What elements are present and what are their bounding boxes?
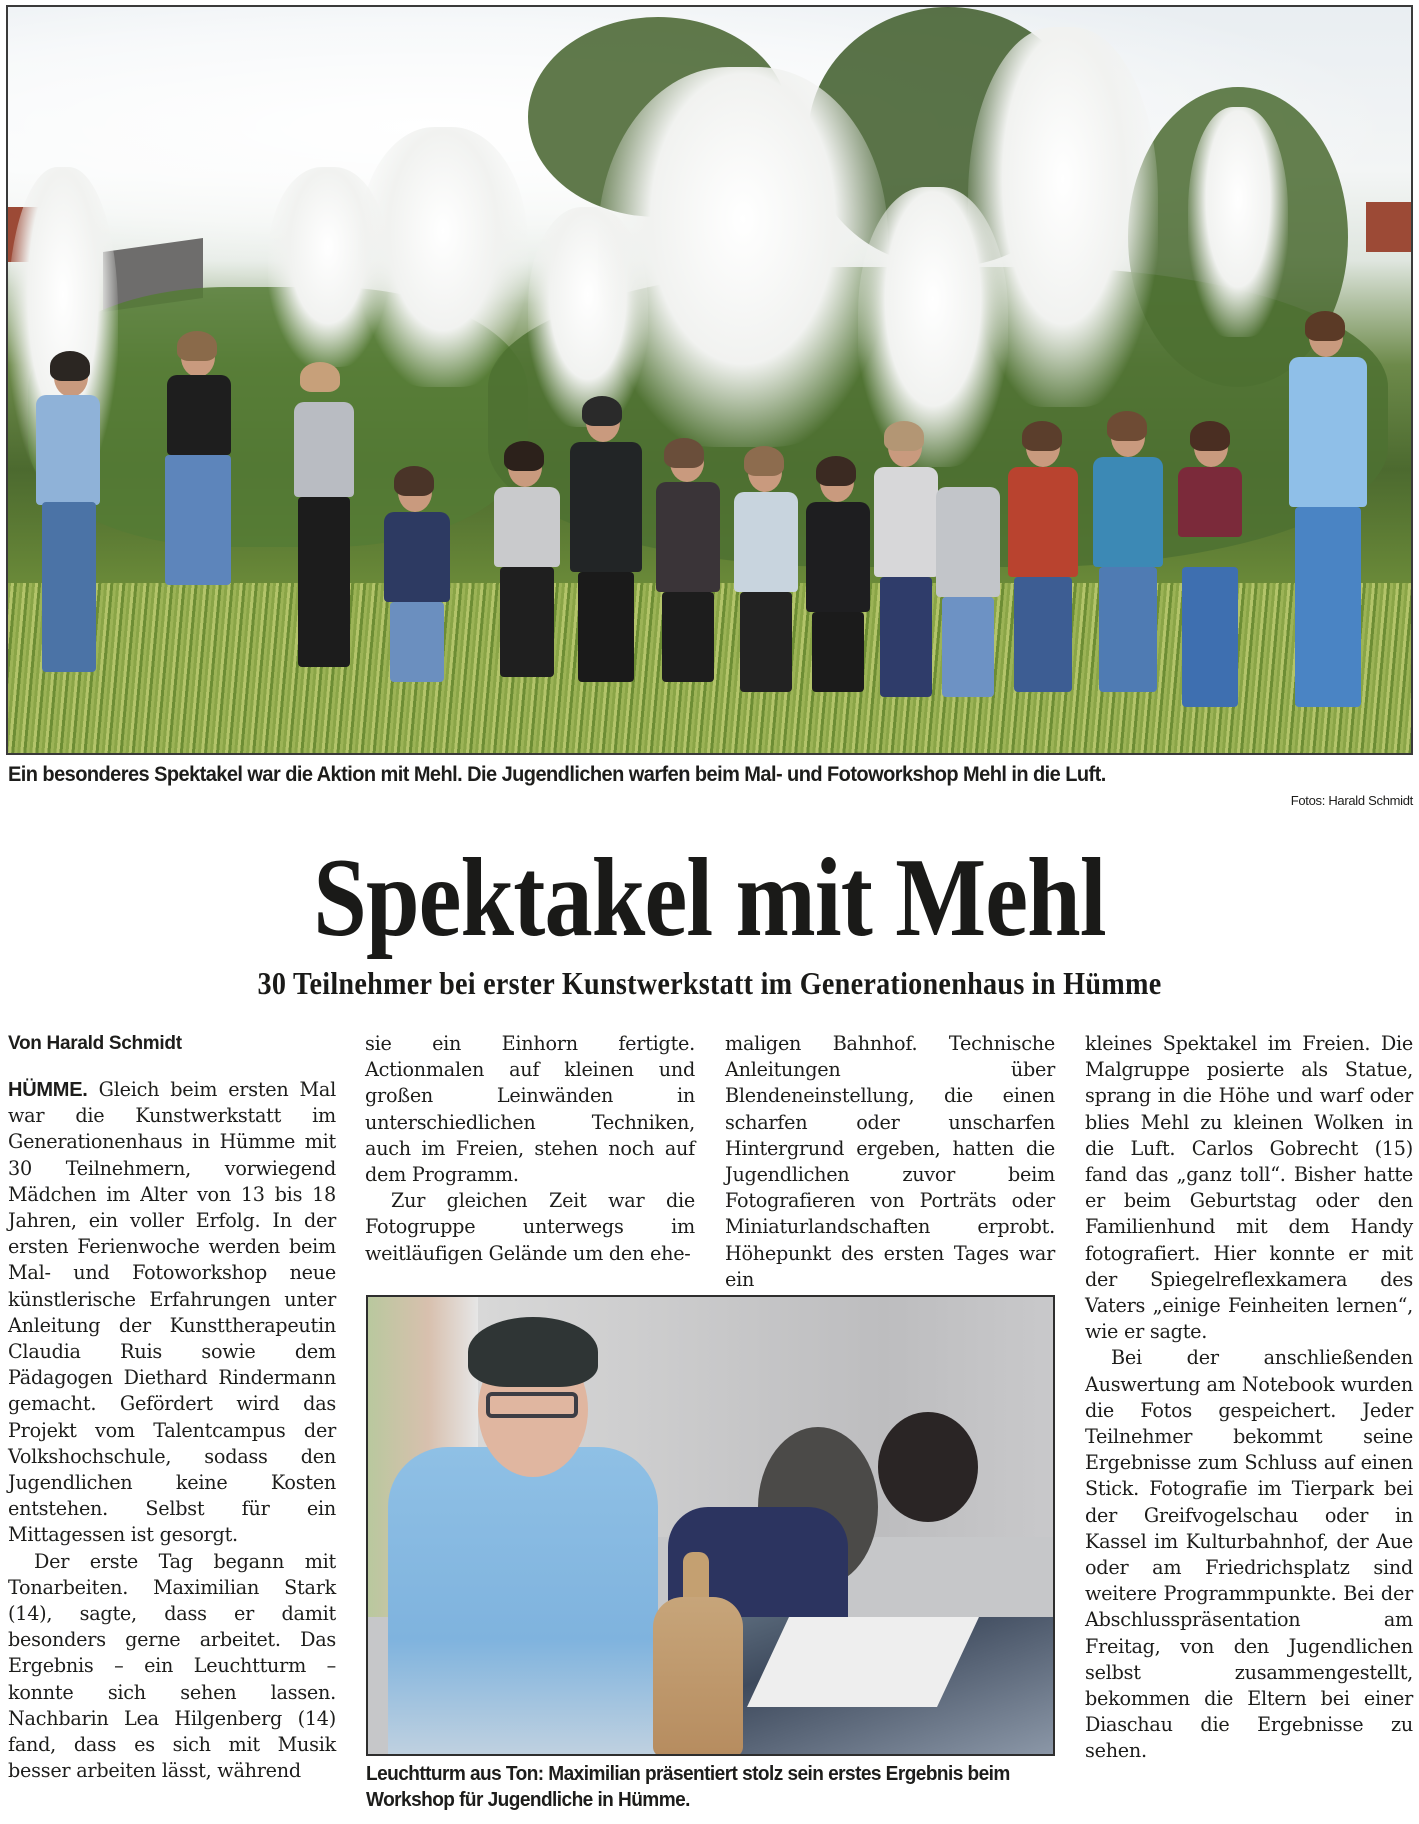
article-headline: Spektakel mit Mehl xyxy=(313,836,1106,960)
flour-cloud xyxy=(968,27,1158,407)
person xyxy=(153,337,243,667)
person xyxy=(278,362,368,682)
photo-boy xyxy=(388,1447,658,1756)
article-paragraph: kleines Spektakel im Freien. Die Malgruppe posierte als Statue, sprang in die Höhe und warf oder blies Mehl zu kleinen Wolken in die Luft. Carlos Gobrecht (15) fand das „ganz toll“. Bisher hatte er beim Geburtstag oder den Familienhund mit dem Handy fotografiert. Hier konnte er mit der Spiegelreflexkamera des Vaters „einige Feinheiten lernen“, wie er sagte. xyxy=(1085,1032,1413,1344)
person xyxy=(1273,317,1383,717)
person xyxy=(486,447,566,687)
bottom-photo-caption: Leuchtturm aus Ton: Maximilian präsentiert stolz sein erstes Ergebnis beim Workshop für Jugendliche in Hümme. xyxy=(366,1762,1010,1811)
article-paragraph: Der erste Tag begann mit Tonarbeiten. Maximilian Stark (14), sagte, dass er damit besonders gerne arbeitet. Das Ergebnis – ein Leuchtturm – konnte sich sehen lassen. Nachbarin Lea Hilgenberg (14) fand, dass es sich mit Musik besser arbeiten lässt, während xyxy=(8,1549,336,1783)
person xyxy=(1168,427,1253,707)
article-column-3 xyxy=(725,1031,1055,1293)
article-paragraph: Zur gleichen Zeit war die Fotogruppe unterwegs im weitläufigen Gelände um den ehe- xyxy=(365,1189,695,1265)
photo-boy-hair xyxy=(468,1317,598,1387)
flour-cloud xyxy=(1188,107,1288,337)
clay-lighthouse xyxy=(653,1597,743,1756)
top-photo-caption: Ein besonderes Spektakel war die Aktion mit Mehl. Die Jugendlichen warfen beim Mal- und Fotoworkshop Mehl in die Luft. xyxy=(8,762,1106,786)
article-column-4 xyxy=(1085,1031,1413,1765)
photo-glasses xyxy=(486,1392,578,1418)
photo-roof-right xyxy=(1366,202,1413,252)
article-paragraph: maligen Bahnhof. Technische Anleitungen über Blendeneinstellung, die einen scharfen oder unscharfen Hintergrund ergeben, hatten die Jugendlichen zuvor beim Fotografieren von Porträts oder Miniaturlandschaften erprobt. Höhepunkt des ersten Tages war ein xyxy=(725,1032,1055,1291)
person xyxy=(726,452,806,692)
article-paragraph: sie ein Einhorn fertigte. Actionmalen auf kleinen und großen Leinwänden in unterschiedlichen Techniken, auch im Freien, stehen noch auf dem Programm. xyxy=(365,1032,695,1187)
top-photo xyxy=(6,5,1413,755)
paragraph-text: Gleich beim ersten Mal war die Kunstwerkstatt im Generationenhaus in Hümme mit 30 Teilnehmern, vorwiegend Mädchen im Alter von 13 bis 18 Jahren, ein voller Erfolg. In der ersten Ferienwoche werden beim Mal- und Fotoworkshop neue künstlerische Erfahrungen unter Anleitung der Kunsttherapeutin Claudia Ruis sowie dem Pädagogen Diethard Rindermann gemacht. Gefördert wird das Projekt vom Talentcampus der Volkshochschule, sodass den Jugendlichen keine Kosten entstehen. Selbst für ein Mittagessen ist gesorgt. xyxy=(8,1078,336,1547)
person xyxy=(376,472,456,692)
byline: Von Harald Schmidt xyxy=(8,1033,182,1054)
person xyxy=(998,427,1088,697)
photo-credit: Fotos: Harald Schmidt xyxy=(1290,793,1413,808)
person xyxy=(560,402,650,692)
article-column-1 xyxy=(8,1031,336,1784)
article-paragraph xyxy=(8,1077,336,1549)
photo-girl-2 xyxy=(878,1412,978,1522)
person xyxy=(1083,417,1173,697)
person xyxy=(648,442,728,692)
person xyxy=(928,447,1008,697)
flour-cloud xyxy=(358,127,528,387)
article-paragraph: Bei der anschließenden Auswertung am Notebook wurden die Fotos gespeichert. Jeder Teilnehmer bekommt seine Ergebnisse zum Schluss auf einen Stick. Fotografie im Tierpark bei der Greifvogelschau oder in Kassel im Kulturbahnhof, der Aue oder am Friedrichsplatz sind weitere Programmpunkte. Bei der Abschlusspräsentation am Freitag, von den Jugendlichen selbst zusammengestellt, bekommen die Eltern bei einer Diaschau die Ergebnisse zu sehen. xyxy=(1085,1346,1413,1763)
flour-cloud xyxy=(598,67,888,447)
bottom-photo xyxy=(366,1295,1055,1756)
person xyxy=(28,357,108,677)
article-subheadline: 30 Teilnehmer bei erster Kunstwerkstatt im Generationenhaus in Hümme xyxy=(257,965,1162,1001)
article-column-2 xyxy=(365,1031,695,1267)
dateline: HÜMME. xyxy=(8,1079,88,1101)
